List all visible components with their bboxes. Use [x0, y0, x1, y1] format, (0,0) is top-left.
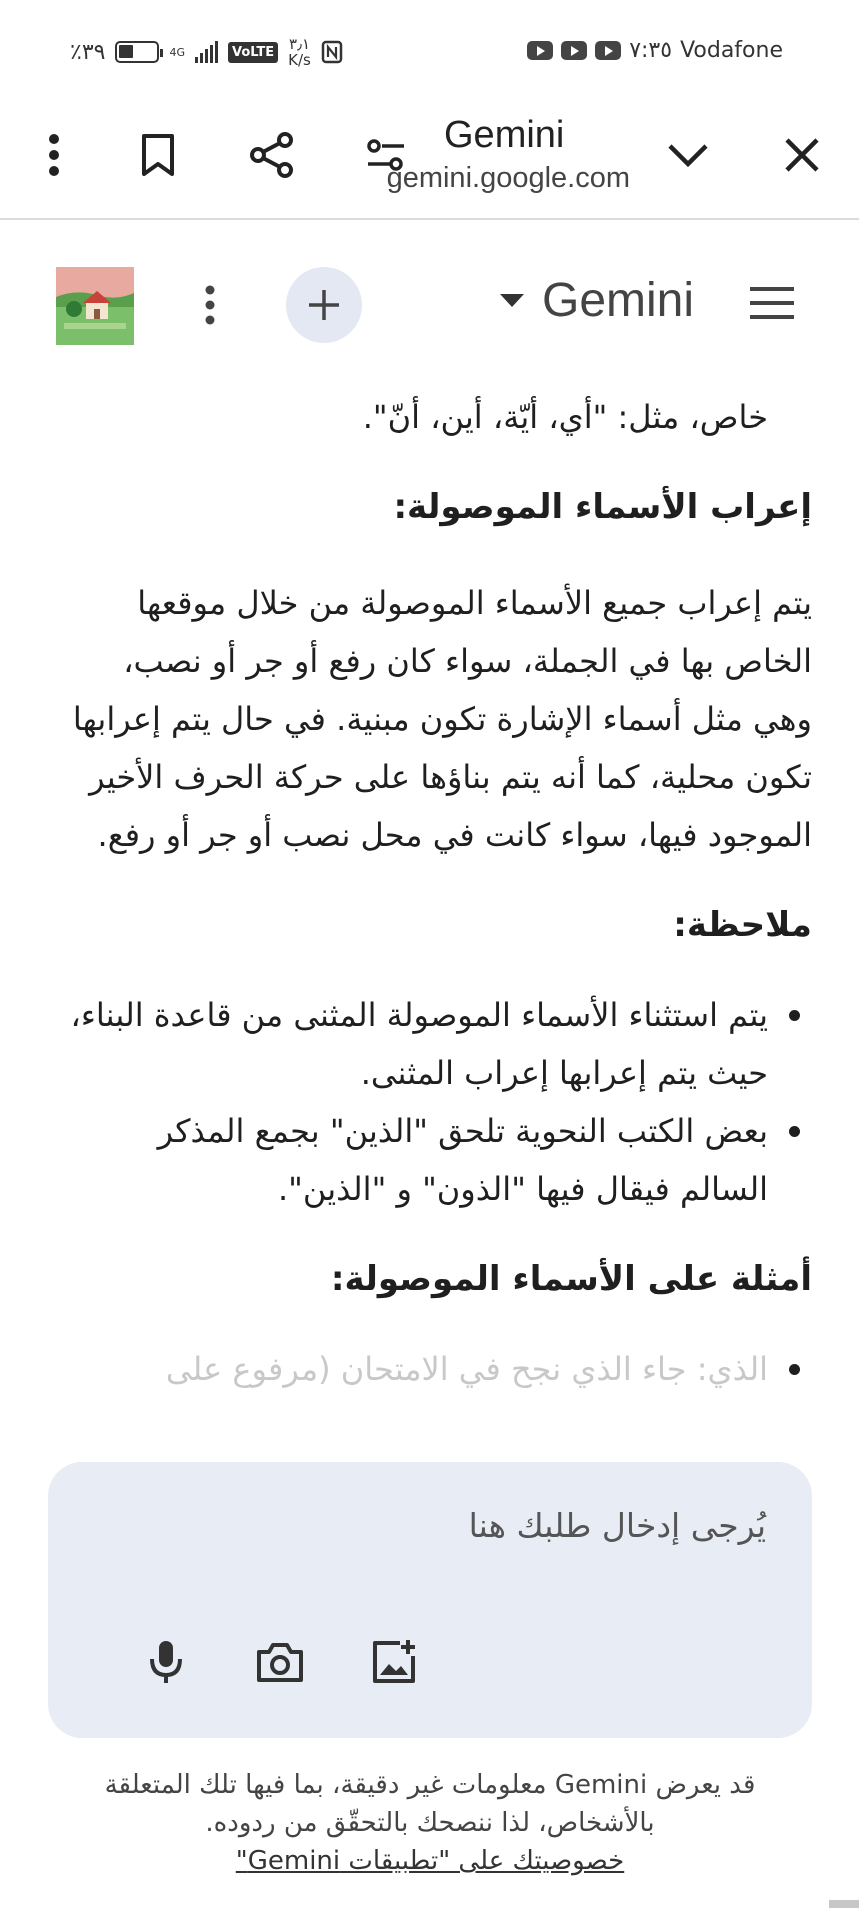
- youtube-icon: [561, 41, 587, 60]
- status-right: [527, 38, 783, 63]
- section-heading: ملاحظة:: [673, 905, 812, 945]
- hamburger-menu-icon: [748, 285, 796, 321]
- camera-button[interactable]: [248, 1630, 312, 1694]
- example-list: [60, 1340, 812, 1398]
- bookmark-icon: [140, 133, 176, 177]
- model-name: Gemini: [542, 274, 695, 327]
- more-vert-icon: [48, 133, 60, 177]
- battery-icon: [115, 41, 159, 63]
- disclaimer-text: قد يعرض Gemini معلومات غير دقيقة، بما فيها تلك المتعلقة بالأشخاص، لذا ننصحك بالتحقّق من ردوده.: [104, 1770, 756, 1838]
- expand-button[interactable]: [648, 100, 728, 210]
- list-item: بعض الكتب النحوية تلحق "الذين" بجمع المذكر السالم فيقال فيها "الذون" و "الذين".: [60, 1102, 812, 1218]
- battery-percent: ٪٣٩: [70, 39, 106, 65]
- plus-icon: [307, 288, 341, 322]
- bookmark-button[interactable]: [118, 100, 198, 210]
- disclaimer: [60, 1766, 800, 1880]
- close-button[interactable]: [762, 100, 842, 210]
- microphone-icon: [147, 1639, 185, 1685]
- clock: ٧:٣٥: [629, 38, 673, 63]
- menu-button[interactable]: [748, 285, 808, 335]
- avatar-image-icon: [56, 267, 134, 345]
- add-image-icon: [370, 1638, 418, 1686]
- share-button[interactable]: [232, 100, 312, 210]
- carrier: Vodafone: [680, 38, 783, 63]
- page-url[interactable]: gemini.google.com: [386, 162, 630, 194]
- list-item: الذي: جاء الذي نجح في الامتحان (مرفوع على: [60, 1340, 812, 1398]
- youtube-icon: [527, 41, 553, 60]
- signal-icon: [195, 41, 218, 63]
- volte-badge: VoLTE: [228, 42, 278, 63]
- network-speed: [288, 36, 311, 68]
- share-icon: [249, 132, 295, 178]
- dropdown-caret-icon: [500, 294, 524, 307]
- model-selector[interactable]: [500, 273, 694, 328]
- section-heading: إعراب الأسماء الموصولة:: [393, 487, 812, 527]
- scrollbar-thumb[interactable]: [829, 1900, 859, 1908]
- list-item: يتم استثناء الأسماء الموصولة المثنى من قاعدة البناء، حيث يتم إعرابها إعراب المثنى.: [60, 986, 812, 1102]
- new-chat-button[interactable]: [286, 267, 362, 343]
- speed-value: ٣٫١: [289, 35, 311, 53]
- overflow-menu-button[interactable]: [14, 100, 94, 210]
- add-image-button[interactable]: [362, 1630, 426, 1694]
- youtube-icon: [595, 41, 621, 60]
- privacy-link[interactable]: خصوصيتك على "تطبيقات Gemini": [235, 1846, 625, 1876]
- status-left: [70, 36, 343, 68]
- microphone-button[interactable]: [134, 1630, 198, 1694]
- more-vert-icon: [204, 285, 216, 325]
- prompt-input[interactable]: يُرجى إدخال طلبك هنا: [468, 1506, 766, 1545]
- paragraph: يتم إعراب جميع الأسماء الموصولة من خلال موقعها الخاص بها في الجملة، سواء كان رفع أو جر أو نصب، وهي مثل أسماء الإشارة تكون مبنية. في حال يتم إعرابها تكون محلية، كما أنه يتم بناؤها على حركة الحرف الأخير الموجود فيها، سواء كانت في محل نصب أو جر أو رفع.: [72, 584, 812, 854]
- app-header: [0, 225, 859, 385]
- speed-unit: K/s: [288, 51, 311, 69]
- chat-options-button[interactable]: [190, 275, 230, 335]
- prompt-input-box[interactable]: [48, 1462, 812, 1738]
- close-icon: [784, 137, 820, 173]
- browser-toolbar: [0, 100, 859, 220]
- network-type: 4G: [169, 45, 185, 59]
- nfc-icon: [321, 40, 343, 64]
- status-bar: [0, 0, 859, 100]
- page-title: Gemini: [444, 114, 565, 156]
- response-content: [60, 388, 812, 1398]
- avatar[interactable]: [56, 267, 134, 345]
- chevron-down-icon: [667, 142, 709, 168]
- camera-icon: [255, 1640, 305, 1684]
- note-list: [60, 986, 812, 1218]
- text-fragment: خاص، مثل: "أي، أيّة، أين، أنّ".: [362, 398, 768, 436]
- section-heading: أمثلة على الأسماء الموصولة:: [330, 1259, 812, 1299]
